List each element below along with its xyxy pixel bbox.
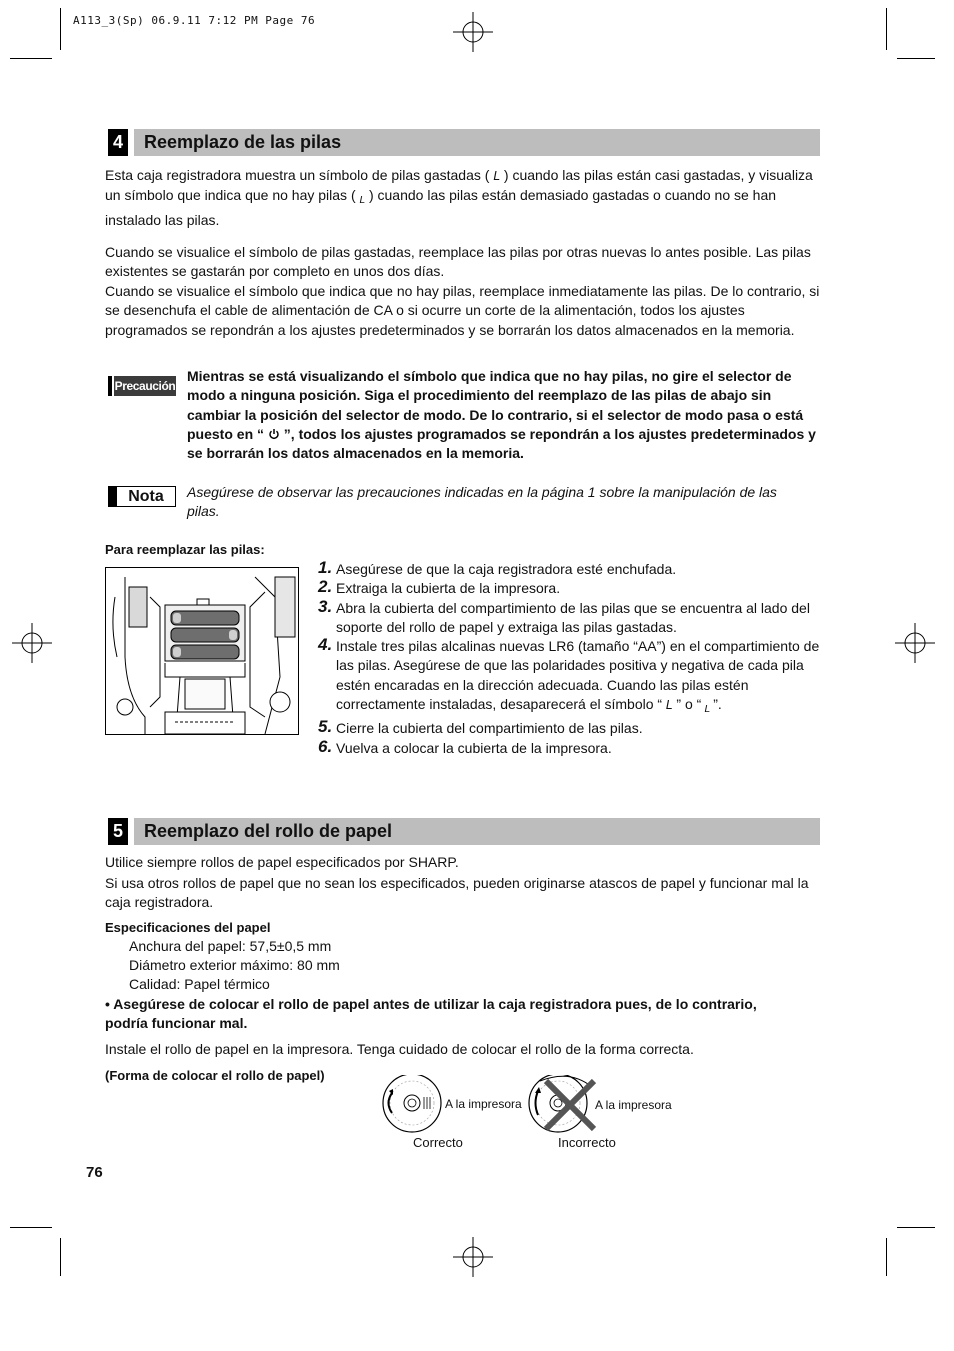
low-battery-icon: L — [662, 698, 677, 713]
low-battery-icon: L — [493, 169, 500, 183]
section-title: Reemplazo de las pilas — [144, 132, 342, 152]
correct-caption: Correcto — [413, 1135, 463, 1150]
battery-compartment-illustration — [105, 567, 299, 735]
replacement-steps — [318, 560, 828, 758]
section-header-batteries — [108, 129, 820, 156]
section-title: Reemplazo del rollo de papel — [144, 821, 393, 841]
step-item: 5. Cierre la cubierta del compartimiento de las pilas. — [318, 717, 643, 737]
crop-mark — [10, 58, 52, 59]
correct-roll-icon — [383, 1075, 441, 1132]
crop-mark — [897, 1227, 935, 1228]
note-label: Nota — [116, 486, 176, 507]
step-item: 4. Instale tres pilas alcalinas nuevas LR6 (tamaño “AA”) en el compartimiento de las pilas. Asegúrese de que las polaridades positiva y negativa de cada pila estén encaradas en la dirección adecuada. Cuando las pilas estén correctamente instaladas, desaparecerá el símbolo “ L ” o “ $_L$ ”. — [318, 635, 820, 716]
low-battery-paragraph: Cuando se visualice el símbolo de pilas gastadas, reemplace las pilas por otras nuevas lo antes posible. Las pilas existentes se gastarán por completo en unos dos días. — [105, 244, 811, 280]
sharp-paper-line: Utilice siempre rollos de papel especificados por SHARP. — [105, 854, 459, 870]
crop-mark — [10, 1227, 52, 1228]
to-printer-label-incorrect: A la impresora — [595, 1098, 672, 1112]
section-number: 4 — [108, 129, 128, 156]
crop-mark — [897, 58, 935, 59]
incorrect-caption: Incorrecto — [558, 1135, 616, 1150]
registration-mark-bottom — [453, 1237, 493, 1277]
no-battery-paragraph: Cuando se visualice el símbolo que indica que no hay pilas, reemplace inmediatamente las pilas. De lo contrario, si se desenchufa el cable de alimentación de CA o si ocurre un corte de la alimentación, todos los ajustes programados se repondrán a los ajustes predeterminados y se borrarán los datos almacenados en la memoria. — [105, 283, 820, 338]
note-text: Asegúrese de observar las precauciones indicadas en la página 1 sobre la manipulación de las pilas. — [187, 484, 777, 520]
incorrect-roll-icon — [529, 1075, 594, 1132]
paper-spec-diameter: Diámetro exterior máximo: 80 mm — [129, 957, 340, 973]
intro-paragraph: Esta caja registradora muestra un símbolo de pilas gastadas ( L ) cuando las pilas están casi gastadas, y visualiza un símbolo que indica que no hay pilas ( $_L$ ) cuando las pilas están demasiado gastadas o cuando no se han instalado las pilas. — [105, 167, 813, 228]
registration-mark-right — [895, 623, 935, 663]
section-title-bar — [134, 818, 820, 845]
crop-mark — [60, 1238, 61, 1276]
no-battery-icon: L — [701, 704, 714, 716]
paper-spec-title: Especificaciones del papel — [105, 920, 271, 935]
crop-mark — [60, 8, 61, 50]
note-badge — [108, 486, 176, 507]
print-slug: A113_3(Sp) 06.9.11 7:12 PM Page 76 — [73, 14, 316, 27]
paper-bullet-warning: • Asegúrese de colocar el rollo de papel antes de utilizar la caja registradora pues, de lo contrario, podría funcionar mal. — [105, 996, 757, 1032]
paper-spec-quality: Calidad: Papel térmico — [129, 976, 270, 992]
procedure-title: Para reemplazar las pilas: — [105, 542, 265, 557]
other-paper-warning: Si usa otros rollos de papel que no sean los especificados, pueden originarse atascos de papel y funcionar mal la caja registradora. — [105, 875, 809, 911]
registration-mark-left — [12, 623, 52, 663]
section-header-paper-roll — [108, 818, 820, 845]
crop-mark — [886, 8, 887, 50]
step-item: 3. Abra la cubierta del compartimiento de las pilas que se encuentra al lado del soporte del rollo de papel y extraiga las pilas gastadas. — [318, 596, 810, 635]
page-number: 76 — [86, 1164, 103, 1181]
crop-mark — [886, 1238, 887, 1276]
step-item: 2. Extraiga la cubierta de la impresora. — [318, 577, 561, 597]
power-off-icon — [268, 428, 280, 440]
registration-mark-top — [453, 12, 493, 52]
caution-text: Mientras se está visualizando el símbolo que indica que no hay pilas, no gire el selector de modo a ninguna posición. Siga el procedimiento del reemplazo de las pilas de abajo sin cambiar la posición del selector de modo. De lo contrario, si el selector de modo pasa o está puesto en “ ”, todos los ajustes programados se repondrán a los ajustes predeterminados y se borrarán los datos almacenados en la memoria. — [187, 368, 816, 462]
paper-spec-width: Anchura del papel: 57,5±0,5 mm — [129, 938, 332, 954]
section-title-bar — [134, 129, 820, 156]
roll-orientation-title: (Forma de colocar el rollo de papel) — [105, 1068, 325, 1083]
no-battery-icon: L — [359, 195, 366, 207]
step-item: 6. Vuelva a colocar la cubierta de la impresora. — [318, 736, 612, 756]
to-printer-label-correct: A la impresora — [445, 1097, 522, 1111]
caution-badge — [108, 376, 176, 396]
step-item: 1. Asegúrese de que la caja registradora esté enchufada. — [318, 558, 677, 577]
install-paper-line: Instale el rollo de papel en la impresora. Tenga cuidado de colocar el rollo de la forma correcta. — [105, 1041, 694, 1057]
caution-label: Precaución — [114, 376, 176, 396]
paper-roll-diagram — [380, 1075, 680, 1165]
section-number: 5 — [108, 818, 128, 845]
